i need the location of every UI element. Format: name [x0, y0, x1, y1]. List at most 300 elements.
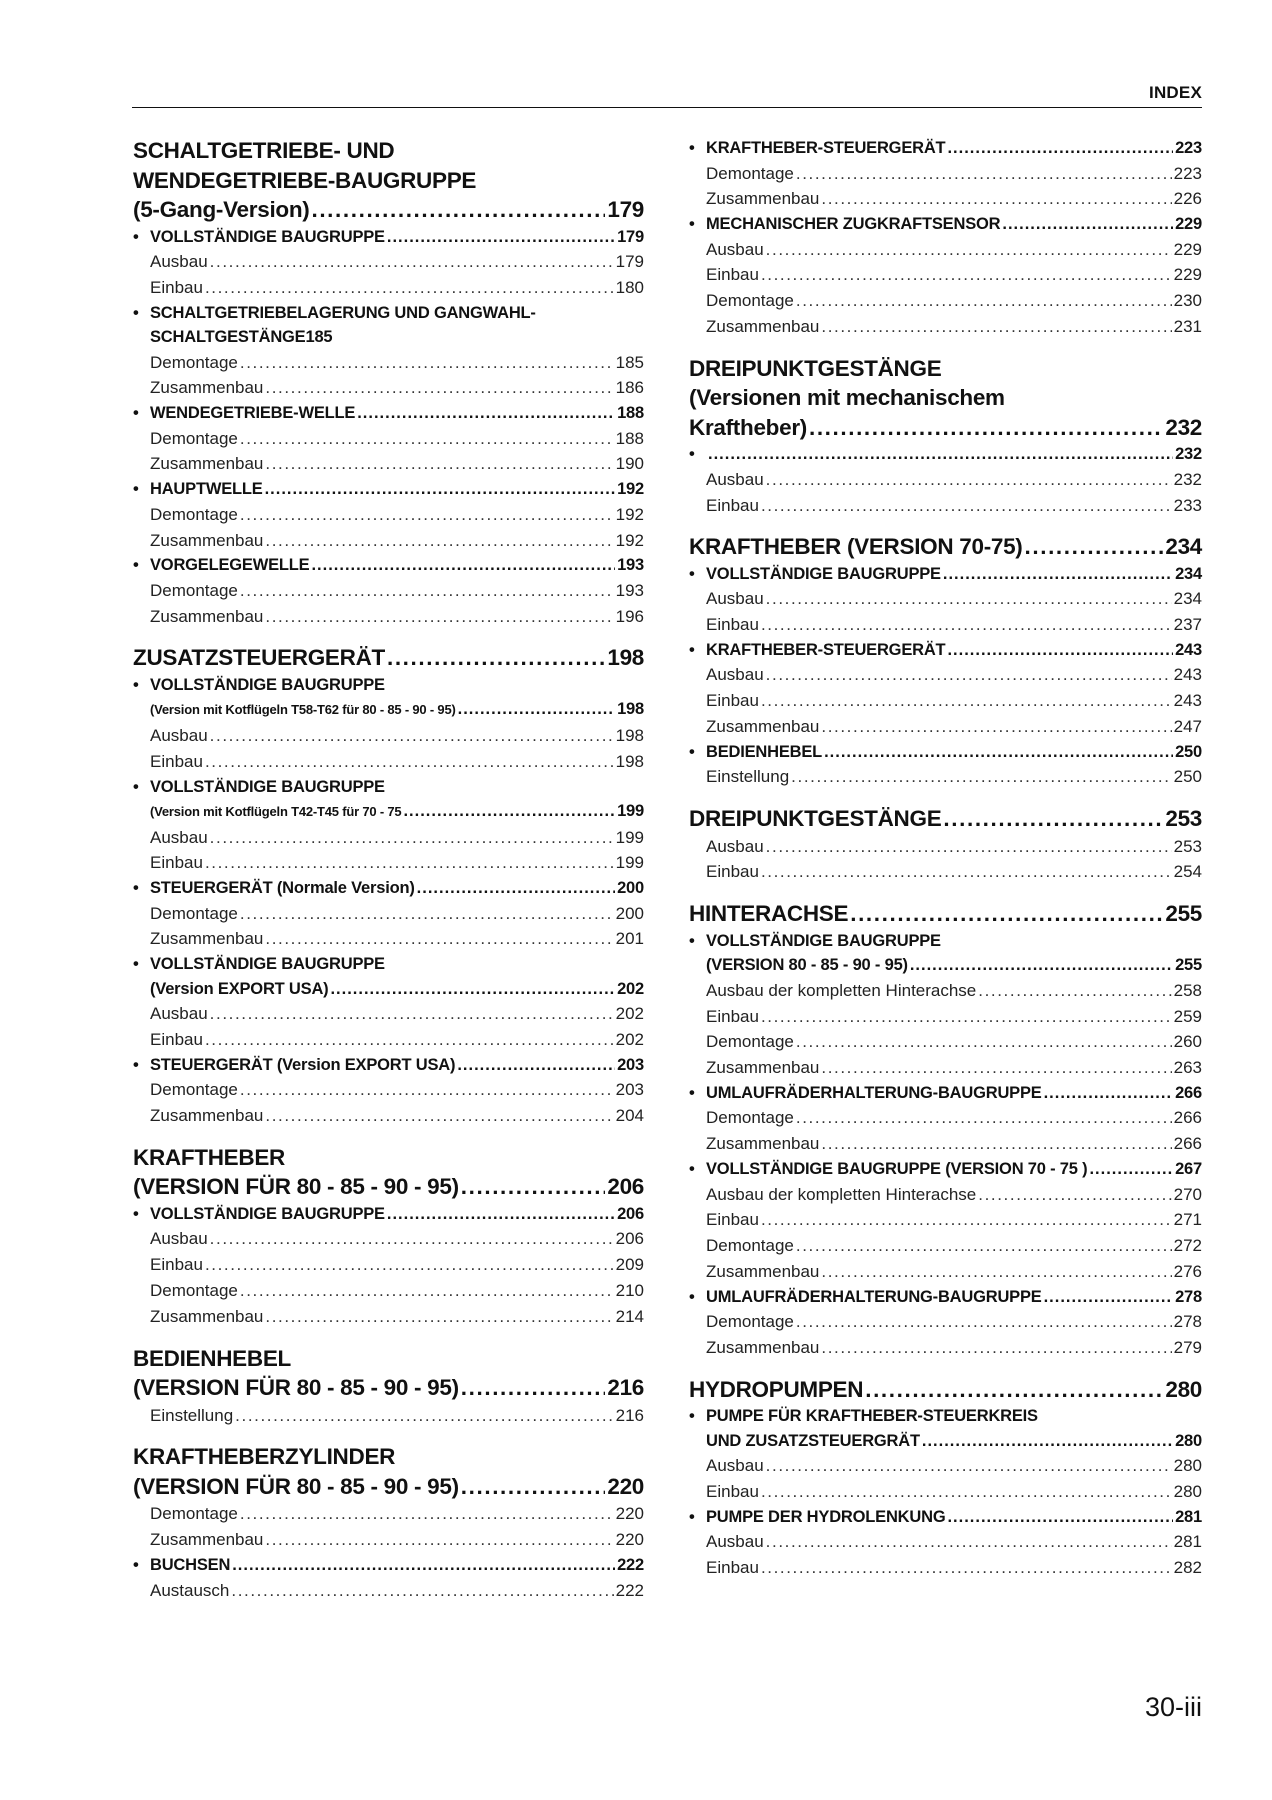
- subsection-detail[interactable]: [150, 977, 644, 1002]
- subsection-title: VOLLSTÄNDIGE BAUGRUPPE: [150, 955, 385, 974]
- subsection-entry[interactable]: [150, 1202, 644, 1227]
- section-heading[interactable]: [689, 1375, 1202, 1405]
- entry-label: Zusammenbau: [150, 454, 264, 474]
- index-entry[interactable]: [689, 493, 1202, 519]
- entry-label: HYDROPUMPEN: [689, 1376, 864, 1402]
- bullet-icon: •: [689, 640, 695, 659]
- entry-page-number: 220: [615, 1504, 644, 1524]
- index-entry[interactable]: [133, 604, 644, 630]
- entry-page-number: 202: [615, 1004, 644, 1024]
- dot-leader: [1044, 1081, 1173, 1106]
- subsection-heading[interactable]: [133, 673, 644, 723]
- subsection-entry[interactable]: [150, 477, 644, 502]
- entry-page-number: 188: [615, 428, 644, 448]
- section-heading[interactable]: [689, 899, 1202, 929]
- index-entry[interactable]: [689, 1233, 1202, 1259]
- dot-leader: [761, 493, 1172, 519]
- dot-leader: [205, 275, 614, 301]
- dot-leader: [821, 1335, 1171, 1361]
- entry-page-number: 266: [1173, 1134, 1202, 1154]
- entry-label: VOLLSTÄNDIGE BAUGRUPPE: [150, 227, 385, 246]
- dot-leader: [265, 1304, 613, 1330]
- dot-leader: [210, 249, 614, 275]
- index-entry[interactable]: [133, 249, 644, 275]
- subsection-detail[interactable]: [150, 799, 644, 825]
- entry-label: PUMPE DER HYDROLENKUNG: [706, 1507, 946, 1526]
- entry-page-number: 281: [1175, 1507, 1202, 1526]
- bullet-icon: •: [689, 1083, 695, 1102]
- entry-page-number: 223: [1173, 163, 1202, 183]
- subsection-heading[interactable]: [689, 1505, 1202, 1530]
- index-entry[interactable]: [689, 978, 1202, 1004]
- section-heading[interactable]: [133, 1143, 644, 1202]
- section-heading-entry[interactable]: [689, 804, 1202, 834]
- entry-page-number: 214: [615, 1306, 644, 1326]
- entry-page-number: 263: [1173, 1058, 1202, 1078]
- entry-page-number: 220: [607, 1473, 644, 1499]
- entry-page-number: 220: [615, 1530, 644, 1550]
- dot-leader: [708, 442, 1173, 467]
- index-entry[interactable]: [689, 314, 1202, 340]
- index-entry[interactable]: [689, 714, 1202, 740]
- index-entry[interactable]: [133, 528, 644, 554]
- entry-page-number: 280: [1165, 1376, 1202, 1402]
- entry-label: KRAFTHEBER-STEUERGERÄT: [706, 139, 946, 157]
- index-entry[interactable]: [689, 262, 1202, 288]
- index-entry[interactable]: [689, 612, 1202, 638]
- subsection-heading[interactable]: [689, 212, 1202, 237]
- entry-page-number: 258: [1173, 980, 1202, 1000]
- bullet-icon: •: [133, 675, 139, 694]
- entry-label: Zusammenbau: [150, 1530, 264, 1550]
- subsection-heading[interactable]: [133, 1202, 644, 1227]
- entry-label: Einbau: [706, 1210, 759, 1230]
- entry-label: (VERSION FÜR 80 - 85 - 90 - 95): [133, 1473, 459, 1499]
- dot-leader: [821, 714, 1171, 740]
- subsection-title: PUMPE FÜR KRAFTHEBER-STEUERKREIS: [706, 1407, 1038, 1426]
- index-entry[interactable]: [689, 1479, 1202, 1505]
- dot-leader: [1002, 212, 1173, 237]
- entry-label: Zusammenbau: [150, 1306, 264, 1326]
- subsection-heading[interactable]: [689, 929, 1202, 978]
- entry-label: VOLLSTÄNDIGE BAUGRUPPE: [706, 564, 941, 583]
- subsection-heading[interactable]: [133, 553, 644, 578]
- subsection-title: VOLLSTÄNDIGE BAUGRUPPE: [150, 675, 385, 694]
- entry-label: Ausbau: [706, 1456, 764, 1476]
- section-heading[interactable]: [689, 804, 1202, 834]
- index-entry[interactable]: [133, 1027, 644, 1053]
- section-heading[interactable]: [689, 532, 1202, 562]
- dot-leader: [922, 1429, 1173, 1454]
- index-entry[interactable]: [133, 1001, 644, 1027]
- subsection-entry[interactable]: [706, 740, 1202, 765]
- subsection-entry[interactable]: [150, 876, 644, 901]
- subsection-entry[interactable]: [706, 1505, 1202, 1530]
- index-section: [689, 1375, 1202, 1581]
- entry-label: UMLAUFRÄDERHALTERUNG-BAUGRUPPE: [706, 1287, 1042, 1306]
- section-heading-line: WENDEGETRIEBE-BAUGRUPPE: [133, 167, 477, 193]
- entry-label: Ausbau der kompletten Hinterachse: [706, 980, 977, 1000]
- bullet-icon: •: [689, 445, 695, 464]
- entry-page-number: 250: [1175, 742, 1202, 761]
- bullet-icon: •: [133, 227, 139, 246]
- index-entry[interactable]: [689, 859, 1202, 885]
- section-heading-entry[interactable]: [689, 413, 1202, 443]
- subsection-heading[interactable]: [133, 952, 644, 1001]
- entry-label: KRAFTHEBER-STEUERGERÄT: [706, 640, 946, 659]
- entry-label: ZUSATZSTEUERGERÄT: [133, 645, 385, 671]
- entry-page-number: 186: [615, 378, 644, 398]
- subsection-entry[interactable]: [150, 401, 644, 426]
- section-heading-line: (Versionen mit mechanischem: [689, 385, 1005, 411]
- subsection-detail[interactable]: [706, 953, 1202, 978]
- bullet-icon: •: [689, 1160, 695, 1179]
- dot-leader: [850, 899, 1163, 929]
- dot-leader: [766, 586, 1172, 612]
- bullet-icon: •: [133, 1556, 139, 1575]
- index-entry[interactable]: [689, 186, 1202, 212]
- subsection-entry[interactable]: [150, 553, 644, 578]
- entry-label: Zusammenbau: [150, 530, 264, 550]
- index-entry[interactable]: [689, 1131, 1202, 1157]
- subsection-entry[interactable]: [150, 1053, 644, 1078]
- entry-label: HINTERACHSE: [689, 901, 849, 927]
- subsection-title: SCHALTGETRIEBELAGERUNG UND GANGWAHL-: [150, 303, 536, 322]
- section-heading[interactable]: [133, 136, 644, 225]
- subsection-heading[interactable]: [689, 740, 1202, 765]
- index-entry[interactable]: [689, 1529, 1202, 1555]
- entry-page-number: 280: [1173, 1482, 1202, 1502]
- subsection-heading[interactable]: [689, 1404, 1202, 1453]
- subsection-heading[interactable]: [689, 638, 1202, 663]
- entry-page-number: 180: [615, 277, 644, 297]
- entry-label: Demontage: [150, 1281, 238, 1301]
- index-entry[interactable]: [689, 1309, 1202, 1335]
- bullet-icon: •: [133, 556, 139, 575]
- index-entry[interactable]: [133, 1226, 644, 1252]
- entry-page-number: 247: [1173, 717, 1202, 737]
- dot-leader: [240, 578, 614, 604]
- entry-label: Demontage: [706, 163, 794, 183]
- index-section: [133, 136, 644, 629]
- entry-page-number: 200: [615, 903, 644, 923]
- entry-page-number: 253: [1173, 836, 1202, 856]
- index-entry[interactable]: [689, 1004, 1202, 1030]
- section-heading-line: BEDIENHEBEL: [133, 1345, 291, 1371]
- dot-leader: [761, 688, 1172, 714]
- dot-leader: [457, 1053, 615, 1078]
- entry-page-number: 226: [1173, 189, 1202, 209]
- bullet-icon: •: [689, 139, 695, 157]
- index-entry[interactable]: [133, 375, 644, 401]
- entry-page-number: 255: [1165, 901, 1202, 927]
- dot-leader: [761, 1004, 1172, 1030]
- header-divider: [132, 107, 1202, 108]
- subsection-heading[interactable]: [133, 775, 644, 825]
- dot-leader: [311, 195, 605, 225]
- entry-label: Demontage: [706, 1108, 794, 1128]
- index-entry[interactable]: [689, 662, 1202, 688]
- entry-page-number: 193: [615, 580, 644, 600]
- entry-label: Einbau: [706, 495, 759, 515]
- bullet-icon: •: [133, 879, 139, 898]
- section-heading-entry[interactable]: [133, 195, 644, 225]
- index-entry[interactable]: [689, 1182, 1202, 1208]
- subsection-title: VOLLSTÄNDIGE BAUGRUPPE: [706, 931, 941, 950]
- bullet-icon: •: [133, 303, 139, 322]
- index-entry[interactable]: [133, 1103, 644, 1129]
- entry-page-number: 199: [615, 853, 644, 873]
- bullet-icon: •: [133, 955, 139, 974]
- bullet-icon: •: [689, 215, 695, 234]
- section-heading-entry[interactable]: [689, 1375, 1202, 1405]
- entry-page-number: 266: [1175, 1083, 1202, 1102]
- dot-leader: [240, 502, 614, 528]
- entry-label: Einbau: [706, 1558, 759, 1578]
- dot-leader: [232, 1553, 615, 1578]
- subsection-heading[interactable]: [689, 1081, 1202, 1106]
- subsection-heading[interactable]: [133, 301, 644, 350]
- subsection-entry[interactable]: [706, 212, 1202, 237]
- index-entry[interactable]: [133, 1304, 644, 1330]
- entry-page-number: 198: [615, 725, 644, 745]
- dot-leader: [240, 901, 614, 927]
- entry-label: Einstellung: [706, 767, 790, 787]
- subsection-title: VOLLSTÄNDIGE BAUGRUPPE: [150, 777, 385, 796]
- subsection-heading[interactable]: [133, 876, 644, 901]
- index-entry[interactable]: [133, 850, 644, 876]
- index-entry[interactable]: [689, 1029, 1202, 1055]
- entry-label: Zusammenbau: [706, 717, 820, 737]
- dot-leader: [947, 1505, 1173, 1530]
- subsection-heading[interactable]: [689, 562, 1202, 587]
- dot-leader: [205, 1027, 614, 1053]
- subsection-heading[interactable]: [133, 1053, 644, 1078]
- entry-label: Ausbau: [706, 1532, 764, 1552]
- dot-leader: [865, 1375, 1163, 1405]
- entry-page-number: 192: [615, 504, 644, 524]
- bullet-icon: •: [689, 564, 695, 583]
- dot-leader: [947, 136, 1173, 161]
- entry-label: Einbau: [706, 691, 759, 711]
- entry-page-number: 196: [615, 606, 644, 626]
- subsection-entry[interactable]: [150, 1553, 644, 1578]
- entry-page-number: 192: [615, 530, 644, 550]
- entry-label: Kraftheber): [689, 414, 807, 440]
- dot-leader: [210, 825, 614, 851]
- subsection-entry[interactable]: [706, 1081, 1202, 1106]
- index-entry[interactable]: [133, 825, 644, 851]
- entry-page-number: 223: [1175, 139, 1202, 157]
- dot-leader: [387, 643, 605, 673]
- entry-page-number: 206: [607, 1174, 644, 1200]
- index-entry[interactable]: [133, 1077, 644, 1103]
- section-heading[interactable]: [133, 1442, 644, 1501]
- entry-label: BEDIENHEBEL: [706, 742, 823, 761]
- dot-leader: [796, 1029, 1172, 1055]
- subsection-heading[interactable]: [689, 442, 1202, 467]
- index-entry[interactable]: [133, 502, 644, 528]
- entry-label: Einbau: [706, 265, 759, 285]
- index-entry[interactable]: [133, 275, 644, 301]
- subsection-entry[interactable]: [706, 562, 1202, 587]
- subsection-heading[interactable]: [133, 477, 644, 502]
- dot-leader: [240, 1077, 614, 1103]
- index-entry[interactable]: [133, 578, 644, 604]
- entry-page-number: 185: [615, 352, 644, 372]
- index-entry[interactable]: [689, 467, 1202, 493]
- dot-leader: [1089, 1157, 1173, 1182]
- dot-leader: [791, 764, 1171, 790]
- entry-label: UMLAUFRÄDERHALTERUNG-BAUGRUPPE: [706, 1083, 1042, 1102]
- dot-leader: [387, 225, 615, 250]
- entry-page-number: 206: [615, 1229, 644, 1249]
- subsection-entry[interactable]: [706, 1285, 1202, 1310]
- index-entry[interactable]: [133, 350, 644, 376]
- index-entry[interactable]: [689, 1055, 1202, 1081]
- entry-page-number: 198: [607, 645, 644, 671]
- index-entry[interactable]: [133, 926, 644, 952]
- index-entry[interactable]: [133, 1578, 644, 1604]
- entry-label: Ausbau: [150, 1229, 208, 1249]
- dot-leader: [761, 612, 1172, 638]
- dot-leader: [240, 1278, 614, 1304]
- subsection-detail[interactable]: [150, 697, 644, 723]
- entry-label: HAUPTWELLE: [150, 480, 263, 499]
- dot-leader: [809, 413, 1163, 443]
- index-entry[interactable]: [133, 426, 644, 452]
- bullet-icon: •: [689, 1507, 695, 1526]
- subsection-entry[interactable]: [150, 225, 644, 250]
- index-entry[interactable]: [133, 1252, 644, 1278]
- bullet-icon: •: [133, 404, 139, 423]
- subsection-heading[interactable]: [133, 225, 644, 250]
- dot-leader: [943, 804, 1163, 834]
- entry-page-number: 198: [615, 751, 644, 771]
- index-entry[interactable]: [689, 688, 1202, 714]
- dot-leader: [796, 1233, 1172, 1259]
- entry-label: Zusammenbau: [150, 1106, 264, 1126]
- dot-leader: [943, 562, 1173, 587]
- section-heading-line: KRAFTHEBER: [133, 1144, 285, 1170]
- bullet-icon: •: [133, 777, 139, 796]
- entry-label: Demontage: [150, 903, 238, 923]
- index-entry[interactable]: [689, 834, 1202, 860]
- entry-label: Zusammenbau: [706, 1338, 820, 1358]
- index-entry[interactable]: [133, 1278, 644, 1304]
- index-entry[interactable]: [133, 1501, 644, 1527]
- index-entry[interactable]: [133, 723, 644, 749]
- entry-label: VOLLSTÄNDIGE BAUGRUPPE (VERSION 70 - 75 ): [706, 1160, 1088, 1179]
- section-heading-line: DREIPUNKTGESTÄNGE: [689, 355, 942, 381]
- dot-leader: [796, 1309, 1172, 1335]
- subsection-detail[interactable]: [706, 1429, 1202, 1454]
- index-entry[interactable]: [689, 237, 1202, 263]
- index-entry[interactable]: [689, 1207, 1202, 1233]
- subsection-entry[interactable]: [706, 638, 1202, 663]
- entry-label: BUCHSEN: [150, 1556, 231, 1575]
- section-heading-entry[interactable]: [133, 1472, 644, 1502]
- entry-label: Einbau: [706, 862, 759, 882]
- index-entry[interactable]: [689, 1555, 1202, 1581]
- dot-leader: [766, 237, 1172, 263]
- entry-label: Zusammenbau: [150, 929, 264, 949]
- index-entry[interactable]: [689, 586, 1202, 612]
- entry-label: Demontage: [150, 504, 238, 524]
- subsection-entry[interactable]: [706, 136, 1202, 161]
- subsection-heading[interactable]: [689, 1285, 1202, 1310]
- index-entry[interactable]: [133, 749, 644, 775]
- section-heading-entry[interactable]: [133, 643, 644, 673]
- section-heading[interactable]: [133, 643, 644, 673]
- entry-label: Ausbau: [706, 665, 764, 685]
- dot-leader: [240, 1501, 614, 1527]
- entry-label: (Version mit Kotflügeln T42-T45 für 70 - 75: [150, 804, 402, 820]
- index-entry[interactable]: [689, 1335, 1202, 1361]
- entry-label: Ausbau: [150, 827, 208, 847]
- dot-leader: [761, 1479, 1172, 1505]
- dot-leader: [265, 451, 613, 477]
- entry-label: KRAFTHEBER (VERSION 70-75): [689, 534, 1023, 560]
- subsection-entry[interactable]: [706, 442, 1202, 467]
- index-entry[interactable]: [133, 1527, 644, 1553]
- subsection-heading[interactable]: [689, 1157, 1202, 1182]
- index-entry[interactable]: [133, 1403, 644, 1429]
- section-heading[interactable]: [689, 354, 1202, 443]
- section-heading-entry[interactable]: [133, 1373, 644, 1403]
- index-entry[interactable]: [689, 1259, 1202, 1285]
- dot-leader: [821, 186, 1171, 212]
- dot-leader: [978, 978, 1171, 1004]
- index-entry[interactable]: [133, 451, 644, 477]
- index-section: [133, 1143, 644, 1330]
- entry-page-number: 234: [1165, 534, 1202, 560]
- index-column-left: [133, 136, 644, 1617]
- dot-leader: [821, 1131, 1171, 1157]
- dot-leader: [205, 749, 614, 775]
- entry-page-number: 199: [617, 802, 644, 821]
- dot-leader: [205, 1252, 614, 1278]
- entry-label: Demontage: [150, 580, 238, 600]
- index-entry[interactable]: [689, 764, 1202, 790]
- dot-leader: [761, 1207, 1172, 1233]
- entry-page-number: 259: [1173, 1006, 1202, 1026]
- subsection-heading[interactable]: [689, 136, 1202, 161]
- index-entry[interactable]: [689, 1453, 1202, 1479]
- section-heading-entry[interactable]: [133, 1172, 644, 1202]
- subsection-heading[interactable]: [133, 1553, 644, 1578]
- index-entry[interactable]: [689, 288, 1202, 314]
- entry-page-number: 279: [1173, 1338, 1202, 1358]
- section-heading[interactable]: [133, 1344, 644, 1403]
- entry-page-number: 250: [1173, 767, 1202, 787]
- dot-leader: [265, 1527, 613, 1553]
- section-heading-entry[interactable]: [689, 532, 1202, 562]
- section-heading-entry[interactable]: [689, 899, 1202, 929]
- index-entry[interactable]: [133, 901, 644, 927]
- index-entry[interactable]: [689, 161, 1202, 187]
- entry-label: Demontage: [706, 1236, 794, 1256]
- index-entry[interactable]: [689, 1105, 1202, 1131]
- dot-leader: [240, 426, 614, 452]
- subsection-entry[interactable]: [706, 1157, 1202, 1182]
- entry-label: Demontage: [150, 1080, 238, 1100]
- dot-leader: [821, 314, 1171, 340]
- subsection-heading[interactable]: [133, 401, 644, 426]
- entry-page-number: 234: [1173, 589, 1202, 609]
- entry-page-number: 232: [1165, 414, 1202, 440]
- dot-leader: [461, 1373, 606, 1403]
